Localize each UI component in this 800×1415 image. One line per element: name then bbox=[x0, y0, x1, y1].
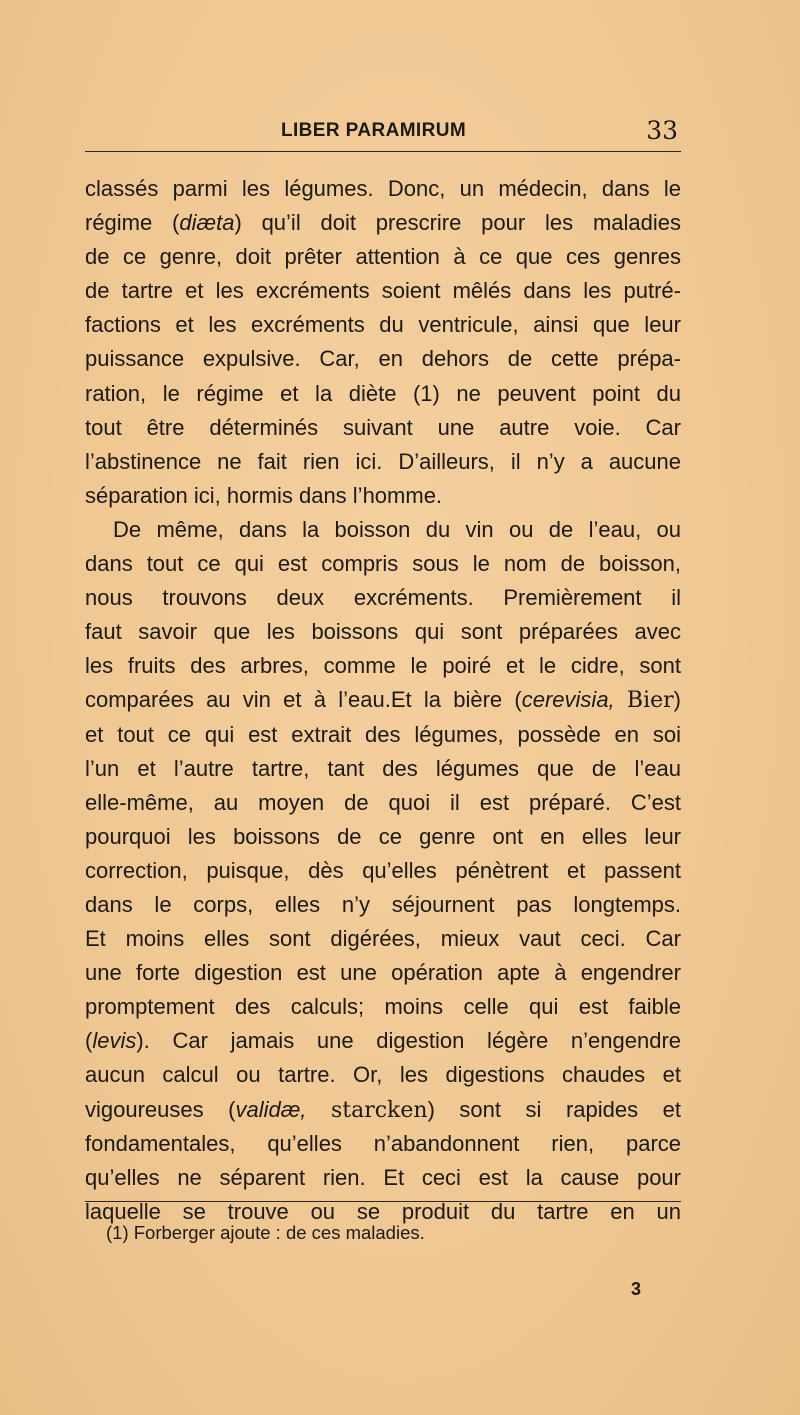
text-line: puissance expulsive. Car, en dehors de cette prépa- bbox=[85, 346, 681, 372]
italic-term: levis bbox=[92, 1028, 137, 1054]
text-line: De même, dans la boisson du vin ou de l’eau, ou bbox=[113, 516, 681, 542]
text-line: laquelle se trouve ou se produit du tartre en un bbox=[85, 1198, 681, 1224]
blackletter-term: starcken bbox=[330, 1097, 428, 1123]
italic-term: validæ, bbox=[235, 1096, 307, 1122]
text-line: et tout ce qui est extrait des légumes, possède en soi bbox=[85, 721, 681, 747]
footnote-rule bbox=[85, 1201, 681, 1202]
page-number: 33 bbox=[646, 116, 678, 145]
text-line: dans tout ce qui est compris sous le nom de boisson, bbox=[85, 551, 681, 577]
text-line: comparées au vin et à l’eau.Et la bière (cerevisia, Bier) bbox=[85, 687, 681, 714]
text-line: l’un et l’autre tartre, tant des légumes que de l’eau bbox=[85, 755, 681, 781]
text-line: elle-même, au moyen de quoi il est préparé. C’est bbox=[85, 789, 681, 815]
text-line: qu’elles ne séparent rien. Et ceci est la cause pour bbox=[85, 1164, 681, 1190]
running-title: LIBER PARAMIRUM bbox=[281, 120, 467, 141]
text-line: factions et les excréments du ventricule, ainsi que leur bbox=[85, 312, 681, 338]
italic-term: diæta bbox=[179, 210, 235, 236]
text-line: promptement des calculs; moins celle qui est faible bbox=[85, 994, 681, 1020]
text-line: dans le corps, elles n’y séjournent pas longtemps. bbox=[85, 891, 681, 917]
footnote: (1) Forberger ajoute : de ces maladies. bbox=[106, 1222, 425, 1243]
text-line: les fruits des arbres, comme le poiré et le cidre, sont bbox=[85, 653, 681, 679]
text-line: vigoureuses (validæ, starcken) sont si rapides et bbox=[85, 1096, 681, 1123]
text-line: ration, le régime et la diète (1) ne peuvent point du bbox=[85, 380, 681, 406]
text-line: correction, puisque, dès qu’elles pénètrent et passent bbox=[85, 857, 681, 883]
text-line: Et moins elles sont digérées, mieux vaut ceci. Car bbox=[85, 926, 681, 952]
text-line: (levis). Car jamais une digestion légère n’engendre bbox=[85, 1028, 681, 1054]
blackletter-term: Bier bbox=[626, 688, 674, 714]
italic-term: cerevisia, bbox=[521, 687, 615, 713]
body-text bbox=[85, 172, 681, 1229]
text-line: tout être déterminés suivant une autre voie. Car bbox=[85, 414, 681, 440]
text-line: régime (diæta) qu’il doit prescrire pour les maladies bbox=[85, 210, 682, 236]
text-line: classés parmi les légumes. Donc, un médecin, dans le bbox=[85, 176, 681, 201]
text-line: nous trouvons deux excréments. Premièrement il bbox=[85, 585, 681, 611]
text-line: l’abstinence ne fait rien ici. D’ailleurs, il n’y a aucune bbox=[85, 448, 681, 474]
page-header bbox=[85, 108, 681, 152]
text-line: une forte digestion est une opération apte à engendrer bbox=[85, 960, 681, 986]
signature-mark: 3 bbox=[631, 1279, 642, 1299]
text-line: fondamentales, qu’elles n’abandonnent rien, parce bbox=[85, 1130, 681, 1156]
text-line: pourquoi les boissons de ce genre ont en elles leur bbox=[85, 823, 681, 849]
text-line: séparation ici, hormis dans l’homme. bbox=[85, 482, 443, 508]
text-line: aucun calcul ou tartre. Or, les digestions chaudes et bbox=[85, 1062, 681, 1088]
text-line: de tartre et les excréments soient mêlés dans les putré- bbox=[85, 278, 681, 304]
header-rule bbox=[85, 151, 681, 152]
text-line: faut savoir que les boissons qui sont préparées avec bbox=[85, 619, 681, 645]
text-line: de ce genre, doit prêter attention à ce que ces genres bbox=[85, 244, 681, 270]
